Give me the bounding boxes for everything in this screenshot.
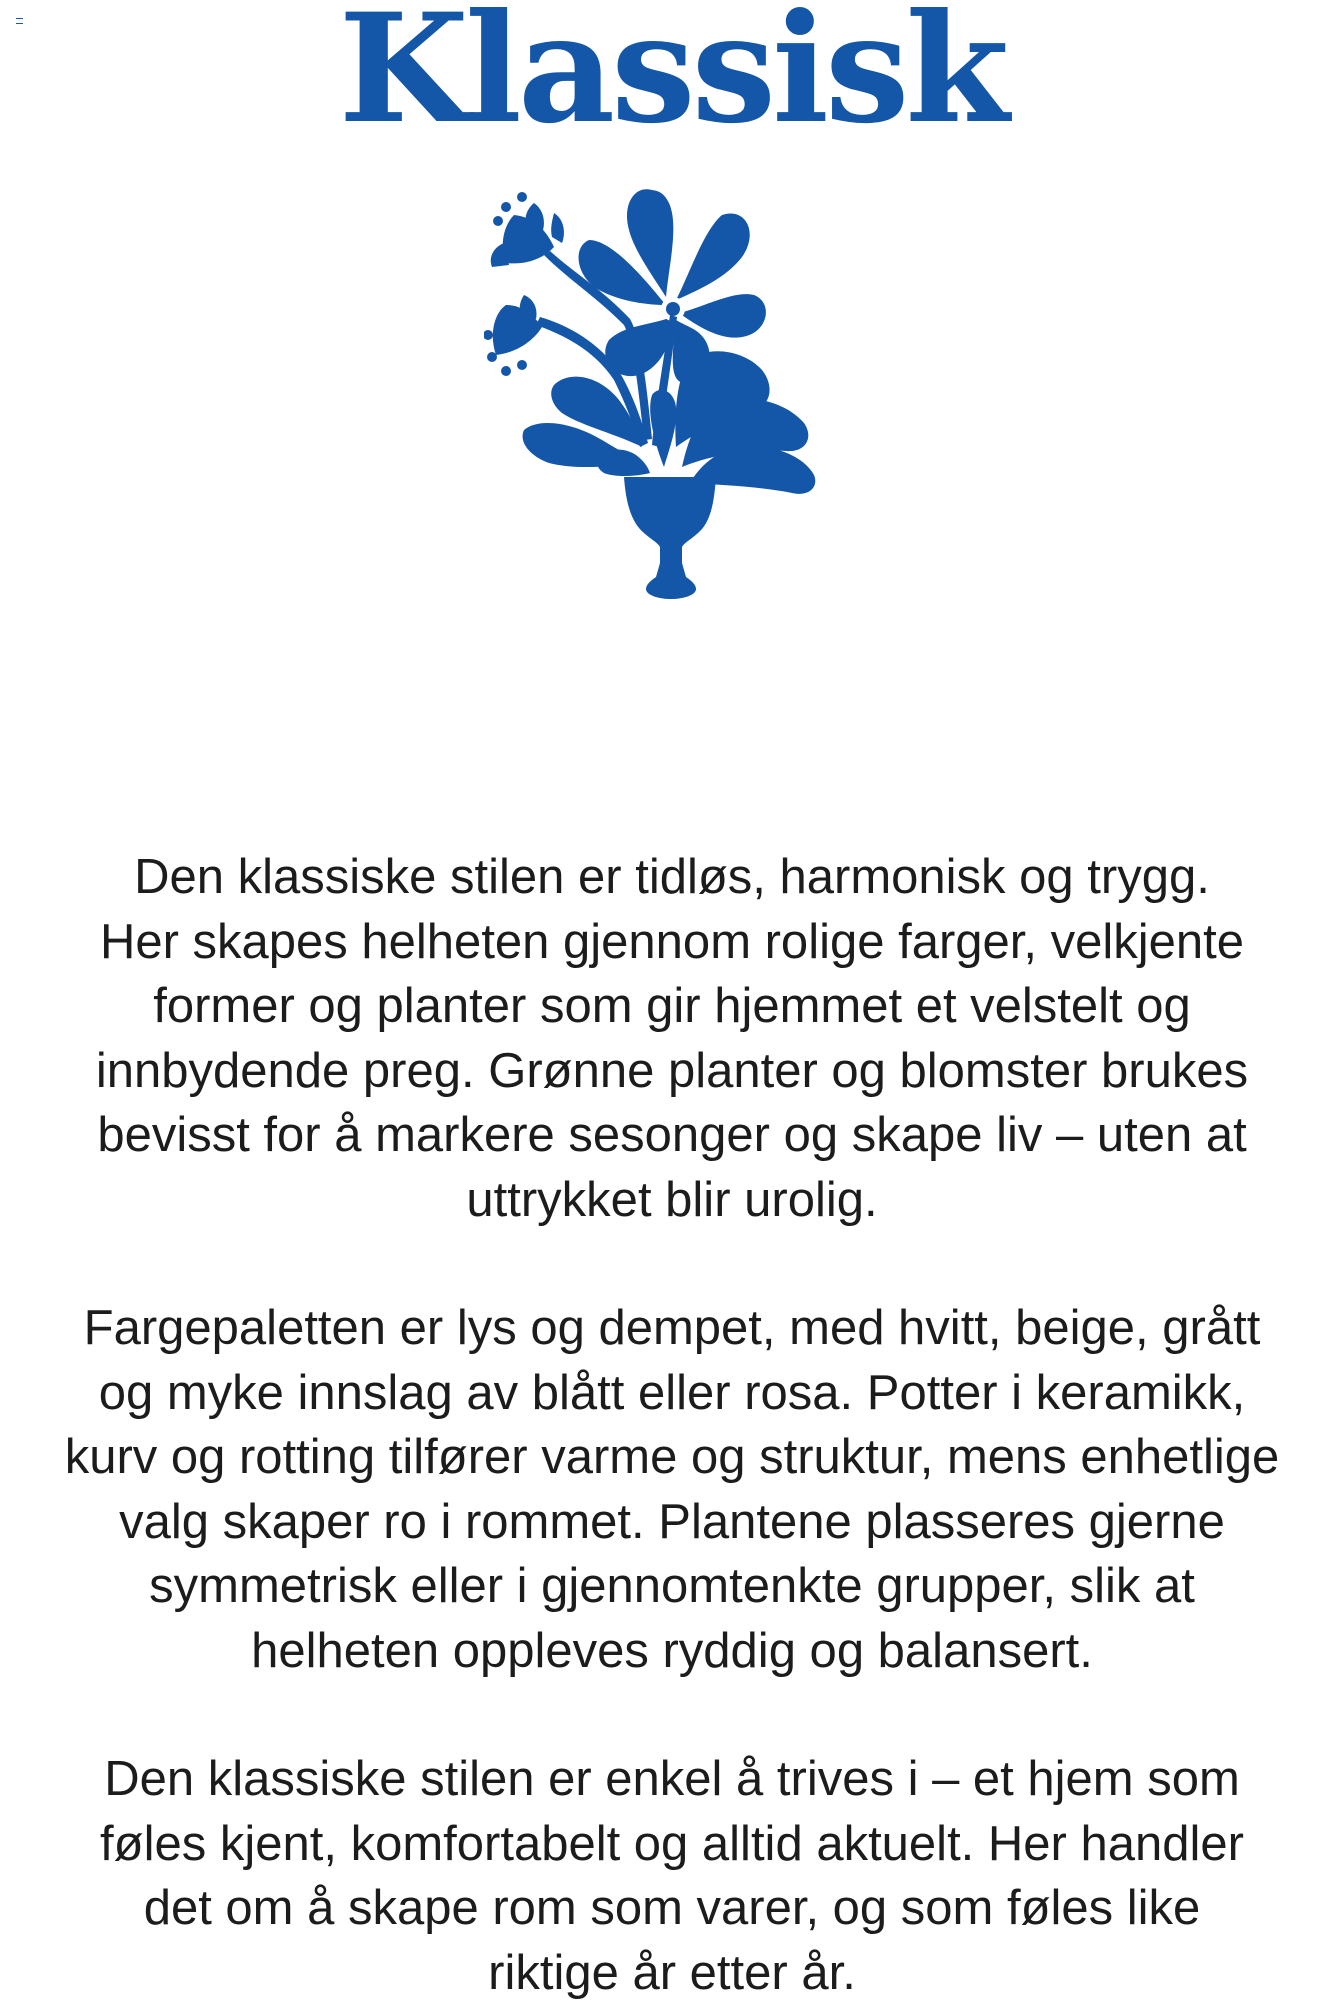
text-line: føles kjent, komfortabelt og alltid aktuelt. Her handler xyxy=(0,1812,1344,1877)
text-line: Fargepaletten er lys og dempet, med hvitt, beige, grått xyxy=(0,1296,1344,1361)
text-line: bevisst for å markere sesonger og skape liv – uten at xyxy=(0,1103,1344,1168)
flower-vase-icon xyxy=(484,185,844,605)
body-text xyxy=(0,845,1344,2005)
text-line: valg skaper ro i rommet. Plantene plasseres gjerne xyxy=(0,1490,1344,1555)
text-line: det om å skape rom som varer, og som føles like xyxy=(0,1876,1344,1941)
paragraph-3 xyxy=(0,1747,1344,2005)
text-line: innbydende preg. Grønne planter og blomster brukes xyxy=(0,1039,1344,1104)
text-line: former og planter som gir hjemmet et velstelt og xyxy=(0,974,1344,1039)
text-line: Den klassiske stilen er enkel å trives i – et hjem som xyxy=(0,1747,1344,1812)
text-line: kurv og rotting tilfører varme og struktur, mens enhetlige xyxy=(0,1425,1344,1490)
paragraph-1 xyxy=(0,845,1344,1232)
text-line: symmetrisk eller i gjennomtenkte grupper, slik at xyxy=(0,1554,1344,1619)
text-line: og myke innslag av blått eller rosa. Potter i keramikk, xyxy=(0,1361,1344,1426)
text-line: riktige år etter år. xyxy=(0,1941,1344,2005)
page-title: Klassisk xyxy=(0,0,1344,144)
text-line: Her skapes helheten gjennom rolige farger, velkjente xyxy=(0,910,1344,975)
text-line: uttrykket blir urolig. xyxy=(0,1168,1344,1233)
text-line: helheten oppleves ryddig og balansert. xyxy=(0,1619,1344,1684)
text-line: Den klassiske stilen er tidløs, harmonisk og trygg. xyxy=(0,845,1344,910)
paragraph-2 xyxy=(0,1296,1344,1683)
